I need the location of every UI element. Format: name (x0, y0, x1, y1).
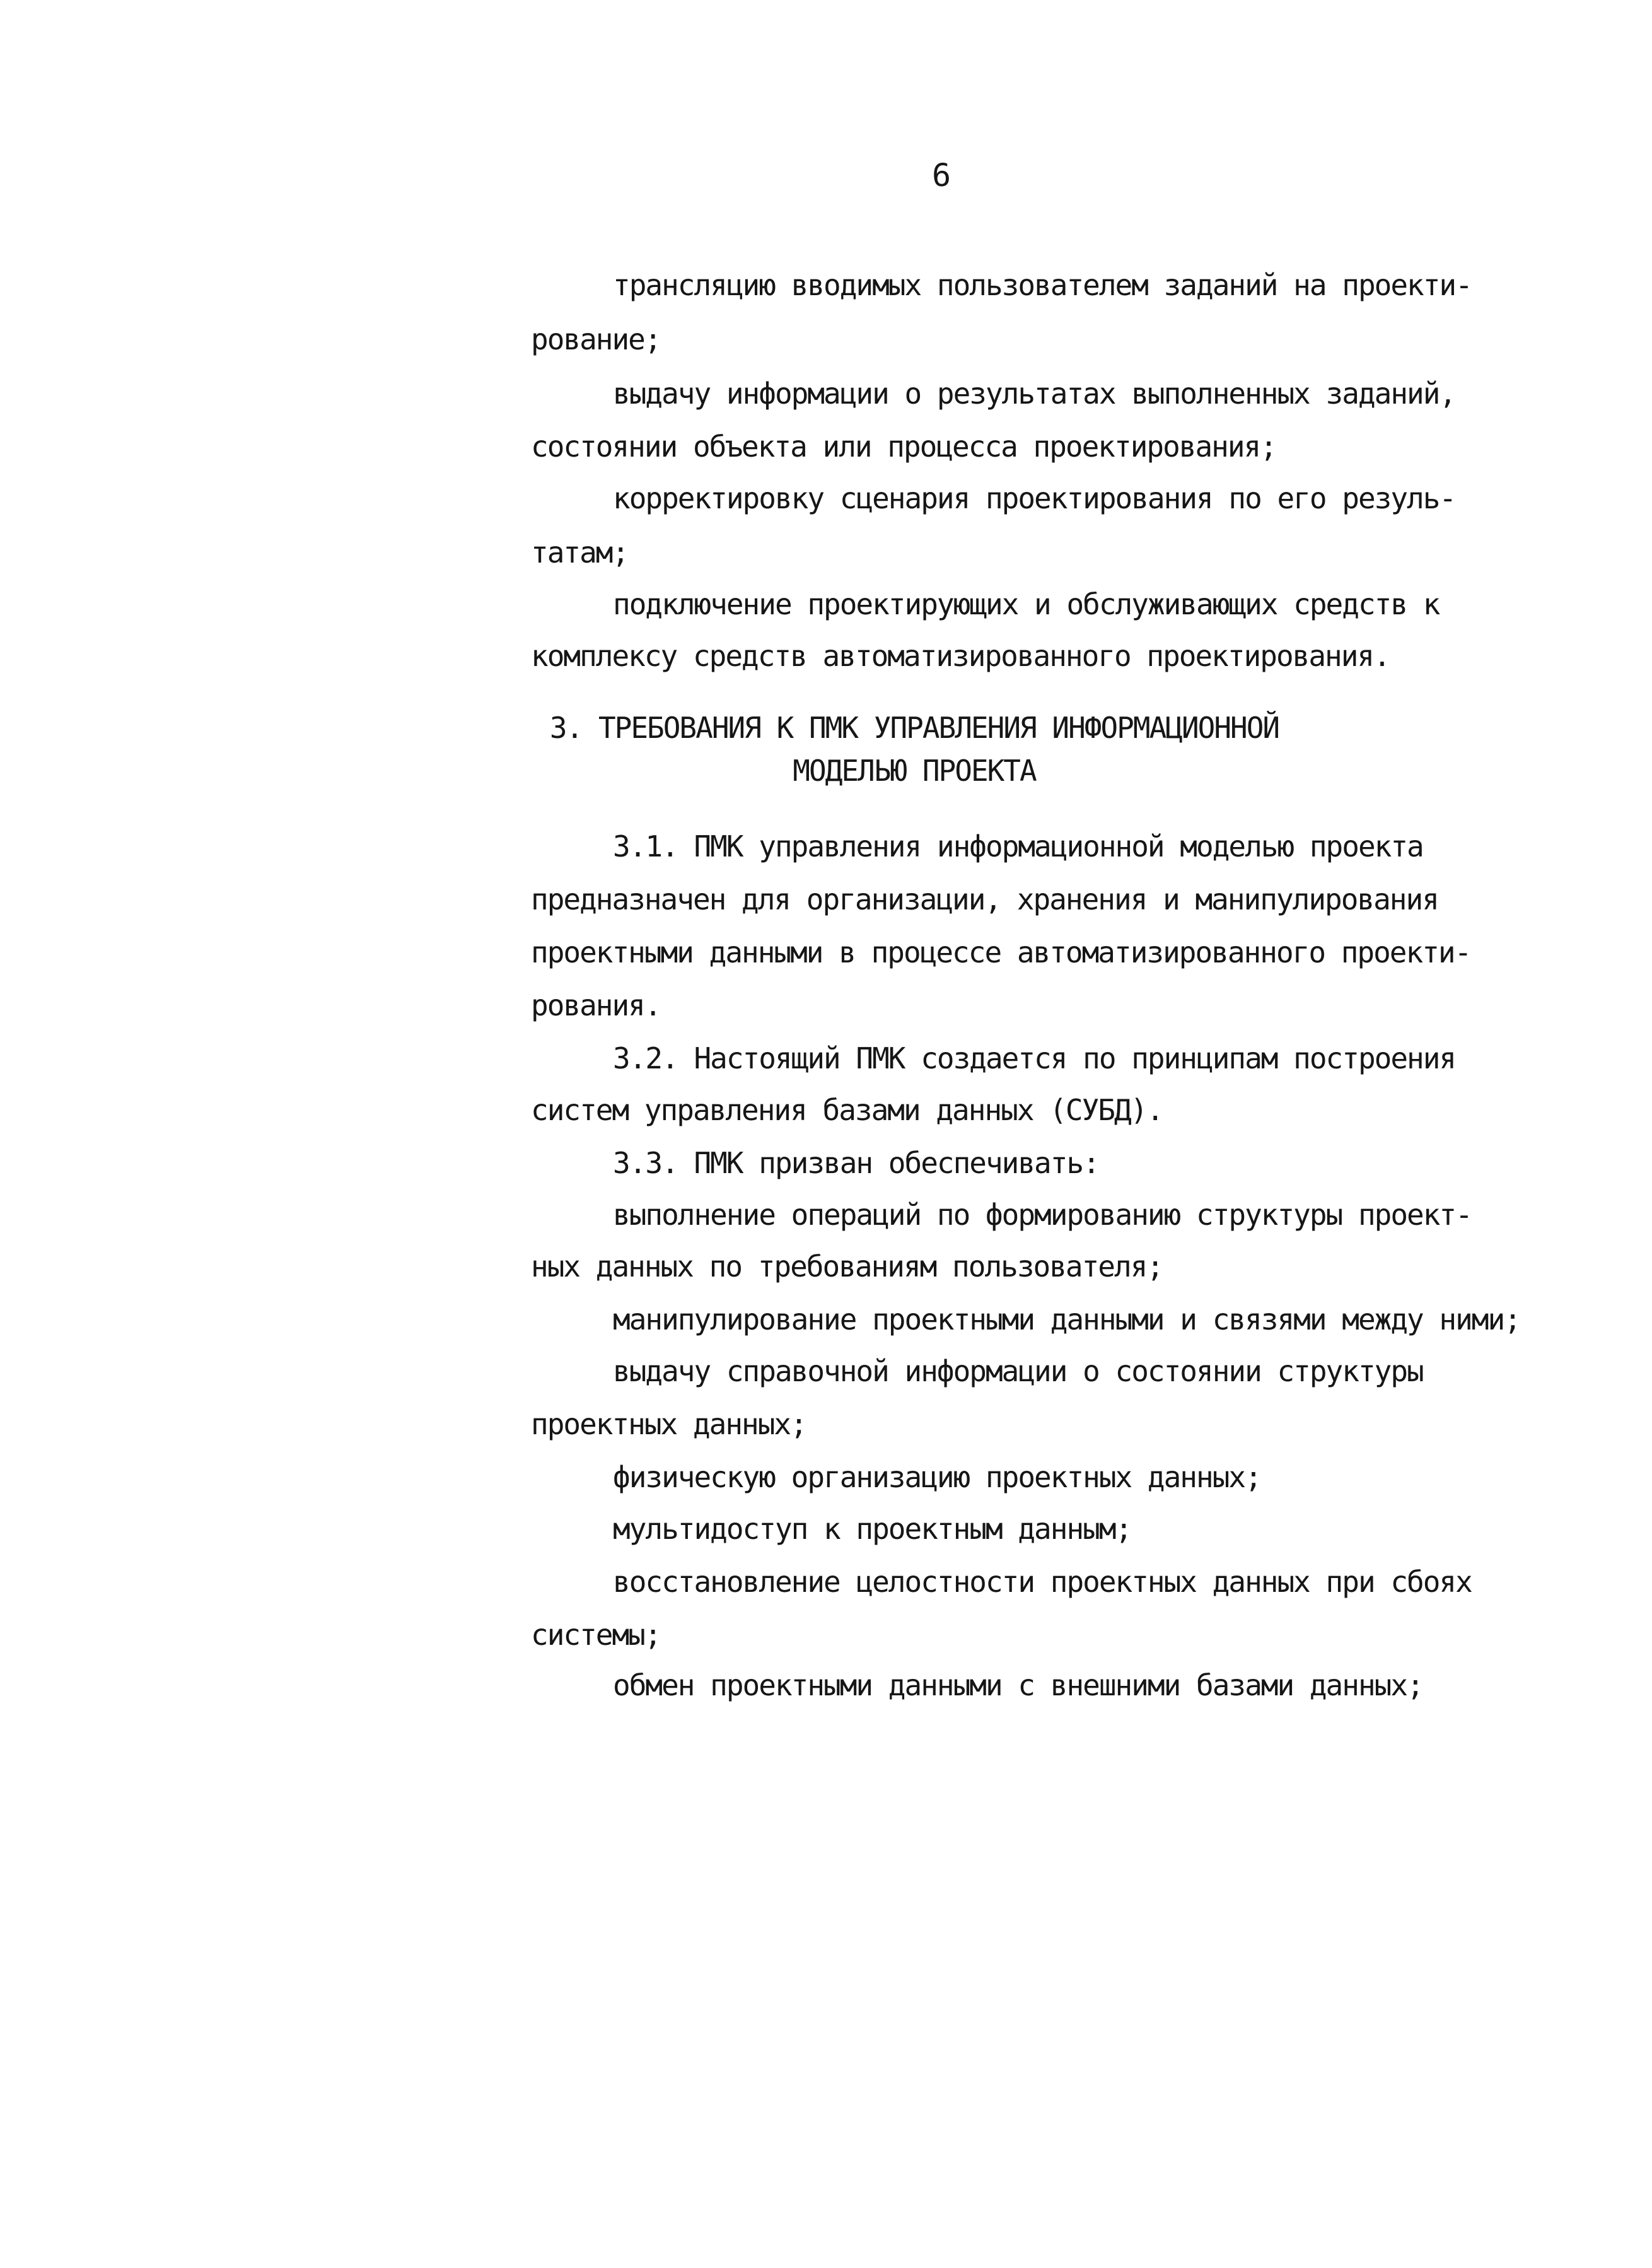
body-line-6: систем управления базами данных (СУБД). (531, 1093, 1163, 1127)
body-line-17: обмен проектными данными с внешними базами данных; (613, 1668, 1423, 1702)
body-line-4: рования. (531, 988, 661, 1022)
body-line-8: выполнение операций по формированию структуры проект- (613, 1198, 1472, 1232)
body-line-14: мультидоступ к проектным данным; (613, 1512, 1132, 1546)
body-line-15: восстановление целостности проектных данных при сбоях (613, 1565, 1472, 1599)
body-line-7: 3.3. ПМК призван обеспечивать: (613, 1146, 1099, 1180)
body-line-2: предназначен для организации, хранения и манипулирования (531, 882, 1438, 916)
intro-line-1: трансляцию вводимых пользователем заданий на проекти- (613, 268, 1472, 302)
body-line-11: выдачу справочной информации о состоянии структуры (613, 1354, 1423, 1388)
intro-line-3: выдачу информации о результатах выполненных заданий, (613, 377, 1456, 411)
body-line-10: манипулирование проектными данными и связями между ними; (613, 1302, 1520, 1336)
body-line-12: проектных данных; (531, 1407, 806, 1441)
body-line-16: системы; (531, 1618, 661, 1652)
section-heading-line-1: 3. ТРЕБОВАНИЯ К ПМК УПРАВЛЕНИЯ ИНФОРМАЦИОННОЙ (549, 711, 1279, 745)
intro-line-2: рование; (531, 322, 661, 356)
intro-line-5: корректировку сценария проектирования по его резуль- (613, 481, 1456, 515)
body-line-1: 3.1. ПМК управления информационной моделью проекта (613, 829, 1423, 863)
intro-line-7: подключение проектирующих и обслуживающих средств к (613, 587, 1440, 621)
section-heading-line-2: МОДЕЛЬЮ ПРОЕКТА (793, 754, 1036, 788)
intro-line-4: состоянии объекта или процесса проектирования; (531, 430, 1276, 464)
intro-line-8: комплексу средств автоматизированного проектирования. (531, 639, 1390, 673)
body-line-13: физическую организацию проектных данных; (613, 1460, 1261, 1494)
intro-line-6: татам; (531, 535, 629, 570)
body-line-9: ных данных по требованиям пользователя; (531, 1249, 1163, 1283)
body-line-3: проектными данными в процессе автоматизированного проекти- (531, 935, 1471, 969)
body-line-5: 3.2. Настоящий ПМК создается по принципам построения (613, 1041, 1456, 1075)
page-number: 6 (932, 157, 951, 194)
